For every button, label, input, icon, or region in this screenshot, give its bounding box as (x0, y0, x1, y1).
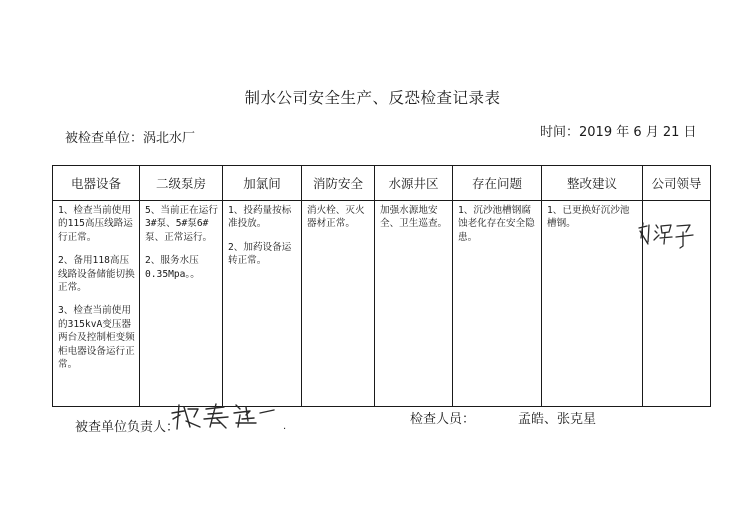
inspection-date: 时间：2019 年 6 月 21 日 (540, 125, 697, 140)
list-item: 2、加药设备运转正常。 (228, 241, 292, 267)
list-item: 消火栓、灭火器材正常。 (307, 205, 365, 230)
list-item: 1、检查当前使用的115高压线路运行正常。 (58, 205, 133, 243)
responsible-signature (170, 401, 282, 431)
content-row (53, 201, 711, 407)
cell-pump-room (140, 201, 223, 407)
header-chlorination: 加氯间 (223, 166, 302, 201)
list-item: 加强水源地安全、卫生巡查。 (380, 205, 448, 230)
cell-chlorination (223, 201, 302, 407)
record-table (52, 165, 711, 407)
cell-issues (453, 201, 542, 407)
cell-suggestions (542, 201, 643, 407)
header-leader: 公司领导 (643, 166, 711, 201)
leader-signature (636, 220, 696, 256)
cell-fire-safety (302, 201, 375, 407)
cell-well-area (375, 201, 453, 407)
stray-mark: · (283, 424, 287, 435)
list-item: 1、投药量按标准投放。 (228, 205, 292, 230)
header-electrical: 电器设备 (53, 166, 140, 201)
list-item: 1、已更换好沉沙池槽钢。 (547, 205, 630, 230)
list-item: 1、沉沙池槽钢腐蚀老化存在安全隐患。 (458, 205, 535, 243)
cell-electrical (53, 201, 140, 407)
inspector-label: 检查人员： (410, 412, 476, 427)
header-row (53, 166, 711, 201)
list-item: 2、备用118高压线路设备储能切换正常。 (58, 255, 135, 294)
header-suggestions: 整改建议 (542, 166, 643, 201)
document-title: 制水公司安全生产、反恐检查记录表 (244, 89, 501, 107)
list-item: 2、服务水压0.35Mpa。。 (145, 255, 200, 280)
header-fire-safety: 消防安全 (302, 166, 375, 201)
inspector-names: 孟皓、张克星 (518, 412, 597, 427)
list-item: 5、当前正在运行3#泵、5#泵6#泵、正常运行。 (145, 205, 218, 243)
header-pump-room: 二级泵房 (140, 166, 223, 201)
header-issues: 存在问题 (453, 166, 542, 201)
list-item: 3、检查当前使用的315kvA变压器两台及控制柜变频柜电器设备运行正常。 (58, 305, 135, 371)
inspected-unit: 被检查单位：涡北水厂 (65, 131, 196, 146)
responsible-label: 被查单位负责人： (75, 420, 180, 435)
header-well-area: 水源井区 (375, 166, 453, 201)
